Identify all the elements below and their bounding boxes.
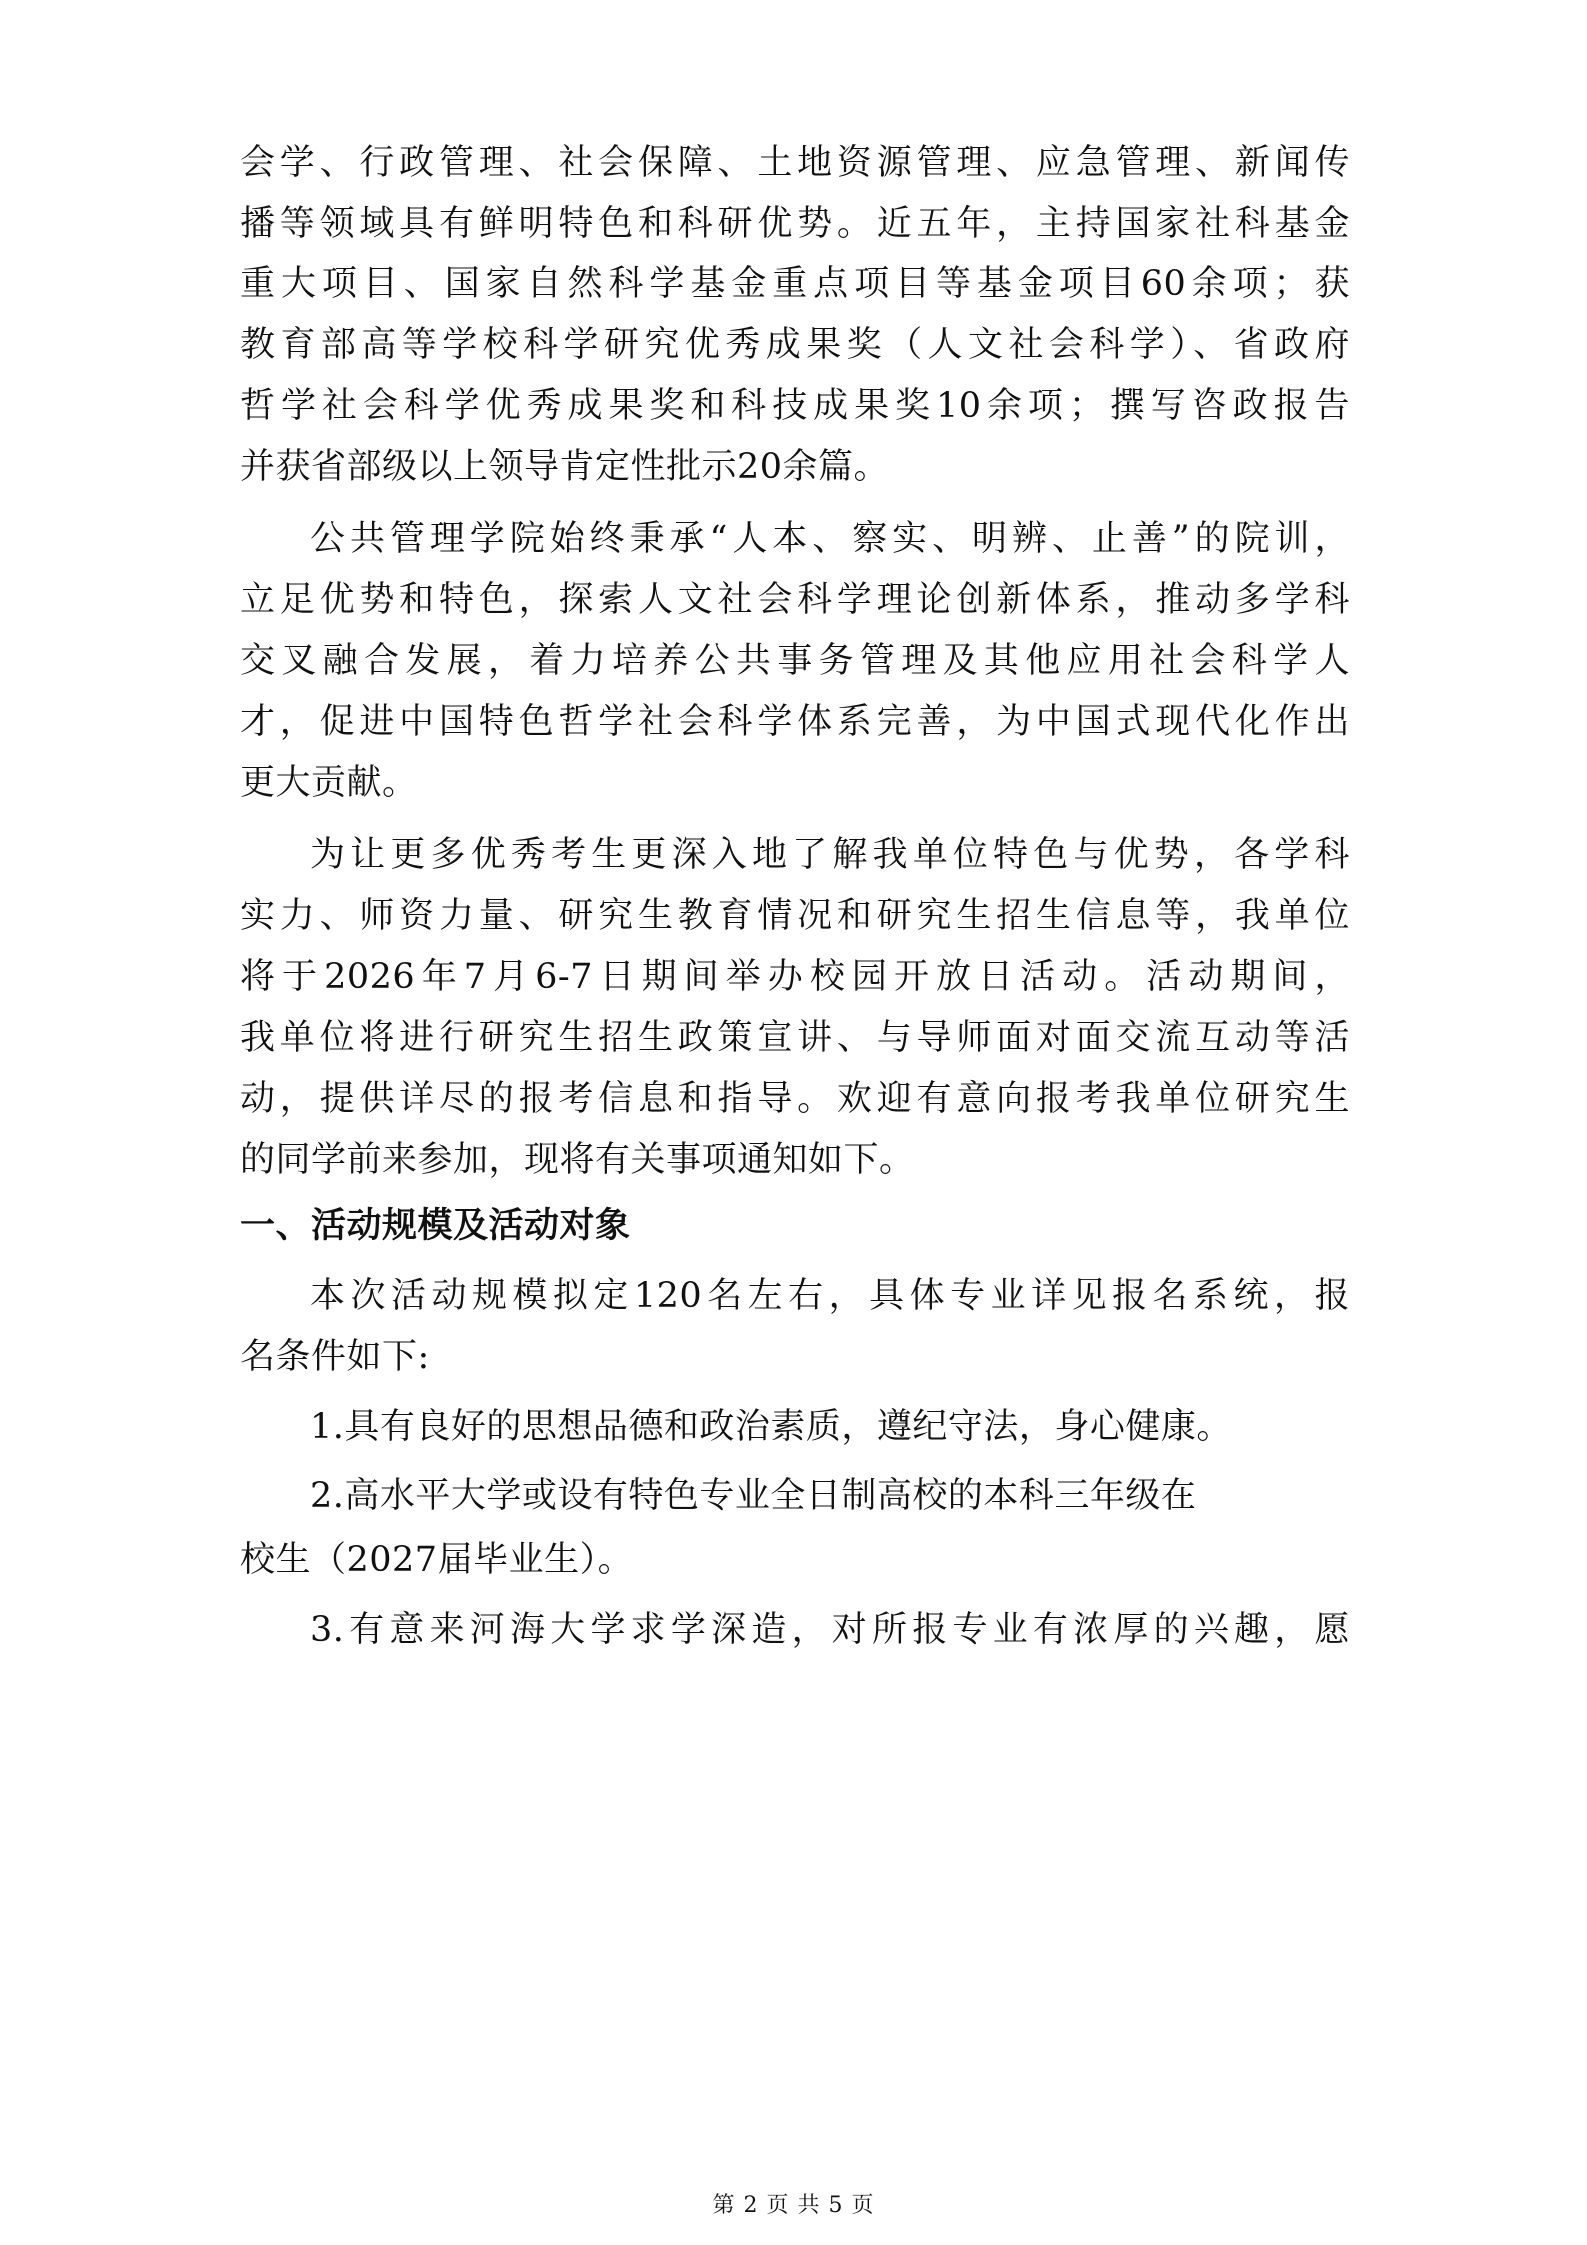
paragraph-line: 并获省部级以上领导肯定性批示20余篇。 xyxy=(240,447,890,487)
list-item: 2.高水平大学或设有特色专业全日制高校的本科三年级在 xyxy=(310,1476,1197,1516)
list-item: 1.具有良好的思想品德和政治素质，遵纪守法，身心健康。 xyxy=(310,1407,1232,1447)
paragraph-line: 的同学前来参加，现将有关事项通知如下。 xyxy=(240,1140,915,1180)
section-heading: 一、活动规模及活动对象 xyxy=(240,1206,631,1246)
paragraph-line: 名条件如下: xyxy=(240,1337,430,1377)
paragraph-line: 我单位将进行研究生招生政策宣讲、与导师面对面交流互动等活 xyxy=(240,1018,1350,1058)
list-item: 3.有意来河海大学求学深造，对所报专业有浓厚的兴趣，愿 xyxy=(310,1610,1350,1650)
paragraph-line: 立足优势和特色，探索人文社会科学理论创新体系，推动多学科 xyxy=(240,580,1350,620)
paragraph-line: 交叉融合发展，着力培养公共事务管理及其他应用社会科学人 xyxy=(240,641,1350,681)
paragraph-line: 重大项目、国家自然科学基金重点项目等基金项目60余项；获 xyxy=(240,264,1350,304)
paragraph-line: 本次活动规模拟定120名左右，具体专业详见报名系统，报 xyxy=(310,1276,1350,1316)
paragraph-line: 动，提供详尽的报考信息和指导。欢迎有意向报考我单位研究生 xyxy=(240,1079,1350,1119)
paragraph-line: 实力、师资力量、研究生教育情况和研究生招生信息等，我单位 xyxy=(240,896,1350,936)
paragraph-line: 会学、行政管理、社会保障、土地资源管理、应急管理、新闻传 xyxy=(240,143,1350,183)
paragraph-line: 公共管理学院始终秉承“人本、察实、明辨、止善”的院训， xyxy=(310,519,1350,559)
paragraph-line: 将于2026年7月6-7日期间举办校园开放日活动。活动期间， xyxy=(240,957,1350,997)
paragraph-line: 播等领域具有鲜明特色和科研优势。近五年，主持国家社科基金 xyxy=(240,204,1350,244)
paragraph-line: 才，促进中国特色哲学社会科学体系完善，为中国式现代化作出 xyxy=(240,702,1350,742)
paragraph-line: 教育部高等学校科学研究优秀成果奖（人文社会科学）、省政府 xyxy=(240,325,1350,365)
paragraph-line: 为让更多优秀考生更深入地了解我单位特色与优势，各学科 xyxy=(310,835,1350,875)
paragraph-line: 更大贡献。 xyxy=(240,763,418,803)
paragraph-line: 哲学社会科学优秀成果奖和科技成果奖10余项；撰写咨政报告 xyxy=(240,386,1350,426)
list-item-continuation: 校生（2027届毕业生）。 xyxy=(240,1540,634,1580)
page-footer: 第 2 页 共 5 页 xyxy=(712,2193,875,2218)
